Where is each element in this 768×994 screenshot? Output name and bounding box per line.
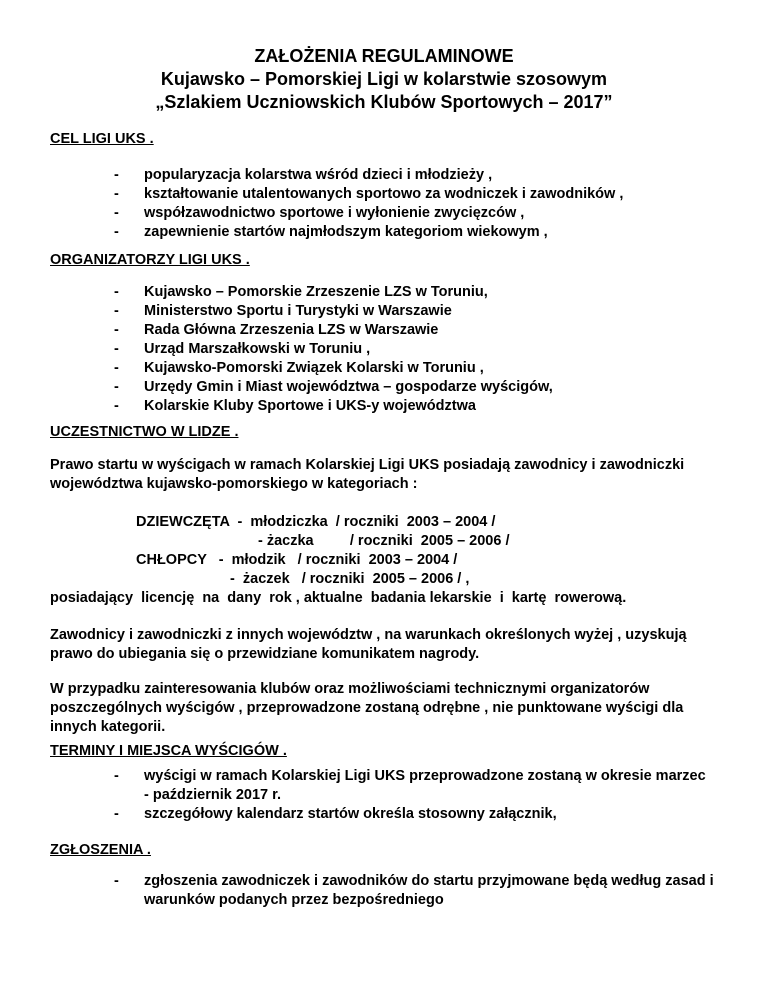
list-item: - Kolarskie Kluby Sportowe i UKS-y województwa xyxy=(114,398,476,414)
category-line: CHŁOPCY - młodzik / roczniki 2003 – 2004 / xyxy=(136,552,458,568)
list-item: - zapewnienie startów najmłodszym kategoriom wiekowym , xyxy=(114,224,548,240)
organizatorzy-list xyxy=(114,283,553,416)
section-heading-organizatorzy: ORGANIZATORZY LIGI UKS . xyxy=(50,252,250,268)
section-heading-cel: CEL LIGI UKS . xyxy=(50,131,154,147)
list-item: - Kujawsko – Pomorskie Zrzeszenie LZS w Toruniu, xyxy=(114,284,488,300)
list-item: - Urząd Marszałkowski w Toruniu , xyxy=(114,341,371,357)
list-item: - Urzędy Gmin i Miast województwa – gospodarze wyścigów, xyxy=(114,379,553,395)
category-line: - żaczka / roczniki 2005 – 2006 / xyxy=(258,533,510,549)
list-item: - wyścigi w ramach Kolarskiej Ligi UKS przeprowadzone zostaną w okresie marzec - październik 2017 r. xyxy=(114,768,706,803)
title-line-2: Kujawsko – Pomorskiej Ligi w kolarstwie szosowym xyxy=(160,69,608,89)
license-line: posiadający licencję na dany rok , aktualne badania lekarskie i kartę rowerową. xyxy=(50,590,627,606)
list-item: - popularyzacja kolarstwa wśród dzieci i młodzieży , xyxy=(114,167,493,183)
zgloszenia-list xyxy=(114,872,714,910)
list-item: - Rada Główna Zrzeszenia LZS w Warszawie xyxy=(114,322,439,338)
list-item: - współzawodnictwo sportowe i wyłonienie zwycięzców , xyxy=(114,205,525,221)
terminy-list xyxy=(114,767,714,824)
list-item: - zgłoszenia zawodniczek i zawodników do startu przyjmowane będą według zasad i warunków podanych przez bezpośredniego xyxy=(114,873,714,908)
list-item: - szczegółowy kalendarz startów określa stosowny załącznik, xyxy=(114,806,557,822)
title-line-3: „Szlakiem Uczniowskich Klubów Sportowych – 2017” xyxy=(155,92,613,112)
category-line: - żaczek / roczniki 2005 – 2006 / , xyxy=(230,571,470,587)
category-line: DZIEWCZĘTA - młodziczka / roczniki 2003 – 2004 / xyxy=(136,514,496,530)
list-item: - Kujawsko-Pomorski Związek Kolarski w Toruniu , xyxy=(114,360,484,376)
section-heading-terminy: TERMINY I MIEJSCA WYŚCIGÓW . xyxy=(50,743,287,759)
uczestnictwo-intro: Prawo startu w wyścigach w ramach Kolarskiej Ligi UKS posiadają zawodnicy i zawodniczki województwa kujawsko-pomorskiego w kategoriach : xyxy=(50,457,685,492)
uczestnictwo-paragraph-3: W przypadku zainteresowania klubów oraz możliwościami technicznymi organizatorów poszczególnych wyścigów , przeprowadzone zostaną odrębne , nie punktowane wyścigi dla innych kategorii. xyxy=(50,681,684,735)
section-heading-uczestnictwo: UCZESTNICTWO W LIDZE . xyxy=(50,424,239,440)
list-item: - Ministerstwo Sportu i Turystyki w Warszawie xyxy=(114,303,452,319)
title-line-1: ZAŁOŻENIA REGULAMINOWE xyxy=(254,46,514,66)
section-heading-zgloszenia: ZGŁOSZENIA . xyxy=(50,842,151,858)
uczestnictwo-paragraph-2: Zawodnicy i zawodniczki z innych województw , na warunkach określonych wyżej , uzyskują prawo do ubiegania się o przewidziane komunikatem nagrody. xyxy=(50,627,687,662)
list-item: - kształtowanie utalentowanych sportowo za wodniczek i zawodników , xyxy=(114,186,624,202)
cel-list xyxy=(114,166,623,242)
